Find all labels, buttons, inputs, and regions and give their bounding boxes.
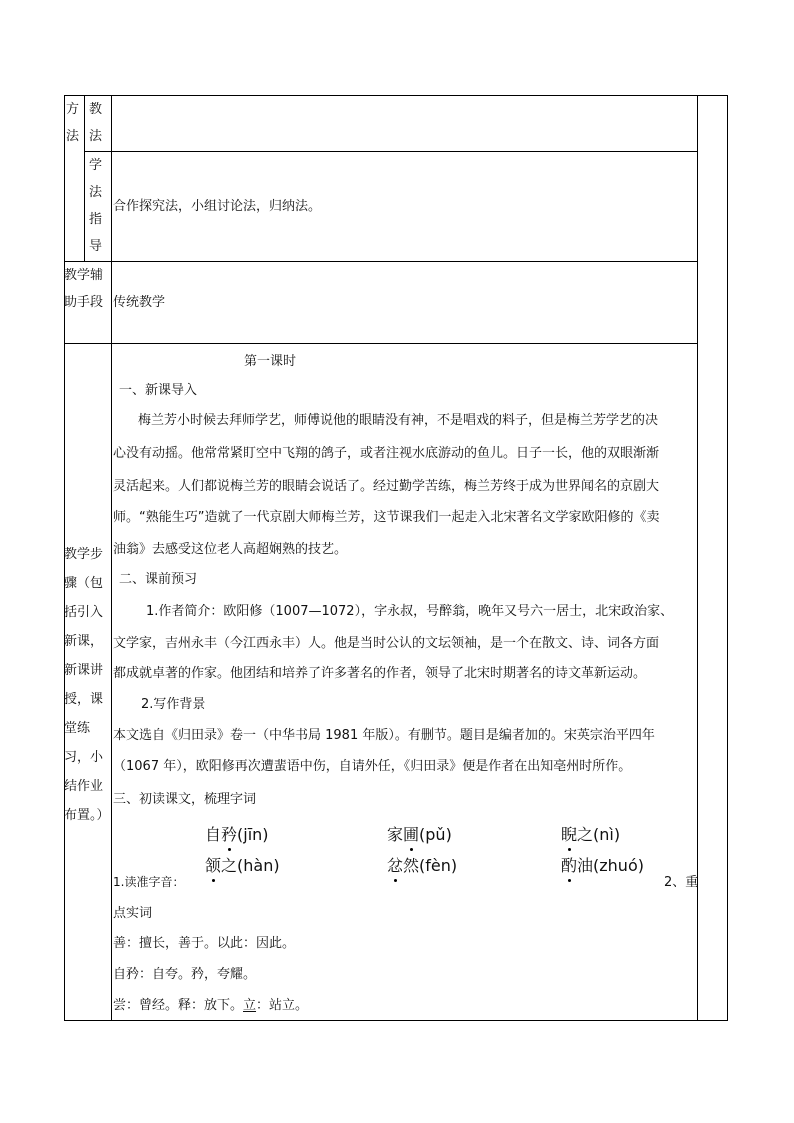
section-2-line-4: 本文选自《归田录》卷一（中华书局 1981 年版）。有删节。题目是编者加的。宋英宗治平四年 — [113, 728, 655, 743]
pinyin-item-zhuoyou: 酌油(zhuó) — [561, 856, 644, 875]
pinyin-item-hanzhi: 颔之(hàn) — [205, 856, 280, 875]
pinyin-item-zijin: 自矜(jīn) — [205, 825, 269, 844]
section-2-line-2: 文学家，吉州永丰（今江西永丰）人。他是当时公认的文坛领袖，是一个在散文、诗、词各方面 — [113, 636, 660, 651]
section-3-heading: 三、初读课文，梳理字词 — [113, 792, 257, 807]
table-border-top — [64, 95, 728, 96]
learning-method-content: 合作探究法，小组讨论法，归纳法。 — [113, 199, 322, 214]
pinyin-item-jiapu: 家圃(pǔ) — [387, 825, 452, 844]
section-2-line-3: 都成就卓著的作家。他团结和培养了许多著名的作者，领导了北宋时期著名的诗文革新运动。 — [113, 666, 647, 681]
word-entry-1: 善：擅长，善于。以此：因此。 — [113, 936, 296, 951]
pinyin-item-nizhi: 睨之(nì) — [561, 825, 621, 844]
key-words-label-a: 2、重 — [664, 875, 699, 890]
label-aids: 教学辅助手段 — [64, 268, 104, 310]
section-1-line-2: 心没有动摇。他常常紧盯空中飞翔的鸽子，或者注视水底游动的鱼儿。日子一长，他的双眼渐渐 — [113, 446, 660, 461]
row-divider-aids — [64, 343, 697, 344]
table-border-bottom — [64, 1020, 728, 1021]
col-divider-method — [84, 95, 85, 262]
label-teaching-method: 教法 — [89, 102, 103, 144]
row-divider-method — [64, 261, 697, 262]
label-method: 方法 — [66, 102, 80, 144]
word-entry-2: 自矜：自夸。矜，夸耀。 — [113, 967, 257, 982]
section-1-line-4: 师。“熟能生巧”造就了一代京剧大师梅兰芳，这节课我们一起走入北宋著名文学家欧阳修的《卖 — [113, 510, 660, 525]
pinyin-item-fenran: 忿然(fèn) — [387, 856, 458, 875]
label-steps: 教学步骤（包括引入新课，新课讲授，课堂练习，小结作业布置。） — [64, 547, 110, 823]
aids-content: 传统教学 — [113, 295, 166, 310]
section-2-line-1: 1.作者简介：欧阳修（1007—1072），字永叔，号醉翁，晚年又号六一居士，北宋政治家、 — [146, 604, 674, 619]
section-2-line-5: （1067 年），欧阳修再次遭蜚语中伤，自请外任，《归田录》便是作者在出知亳州时所作。 — [113, 759, 632, 774]
read-pronunciation-label: 1.读准字音： — [113, 875, 185, 889]
section-2-heading: 二、课前预习 — [119, 572, 198, 587]
section-1-heading: 一、新课导入 — [119, 383, 198, 398]
section-2-subheading-2: 2.写作背景 — [141, 697, 206, 712]
section-1-line-3: 灵活起来。人们都说梅兰芳的眼睛会说话了。经过勤学苦练，梅兰芳终于成为世界闻名的京剧大 — [113, 479, 660, 494]
lesson-title: 第一课时 — [244, 354, 297, 369]
section-1-line-5: 油翁》去感受这位老人高超娴熟的技艺。 — [113, 542, 348, 557]
row-divider-teaching-method — [84, 151, 697, 152]
table-border-right — [727, 95, 728, 1021]
label-learning-method: 学法指导 — [89, 158, 103, 254]
word-entry-3: 尝：曾经。释：放下。立：站立。 — [113, 998, 309, 1013]
key-words-label-b: 点实词 — [113, 906, 153, 921]
section-1-line-1: 梅兰芳小时候去拜师学艺，师傅说他的眼睛没有神，不是唱戏的料子，但是梅兰芳学艺的决 — [138, 413, 659, 428]
